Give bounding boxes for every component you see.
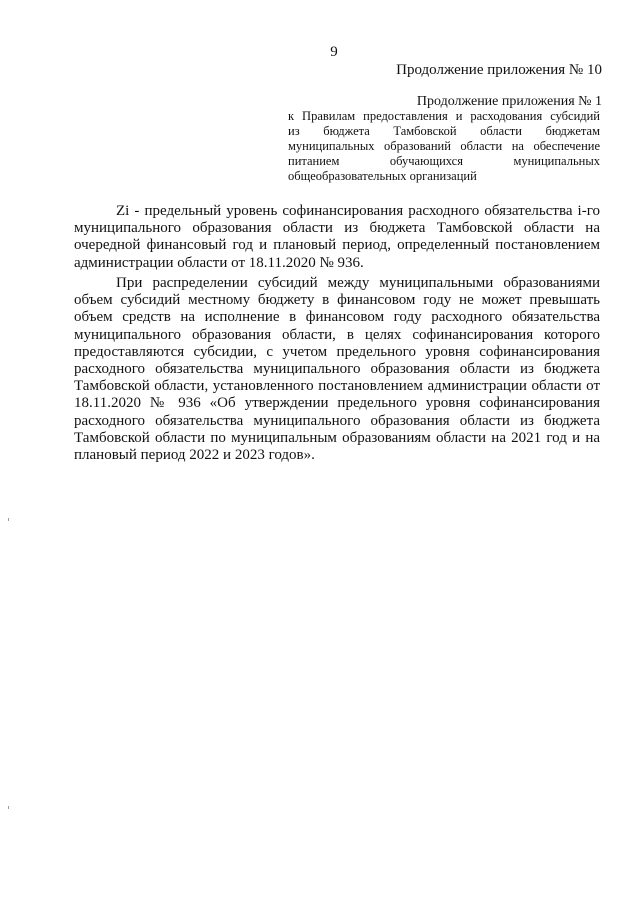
- appendix-1-continuation-heading: Продолжение приложения № 1: [416, 94, 602, 109]
- paragraph-cofinancing-level: Zi - предельный уровень софинансирования расходного обязательства i-го муниципального образования области из бюджета Тамбовской области на очередной финансовый год и плановый период, определенный постановлением администрации области от 18.11.2020 № 936.: [74, 203, 600, 271]
- scan-mark: [8, 806, 9, 809]
- appendix-10-continuation-heading: Продолжение приложения № 10: [396, 62, 602, 78]
- reference-line: муниципальных образований области на обеспечение: [288, 139, 600, 153]
- page-number: 9: [330, 44, 338, 60]
- scan-mark: [8, 518, 9, 521]
- reference-line: питанием обучающихся муниципальных: [288, 154, 600, 168]
- reference-line: из бюджета Тамбовской области бюджетам: [288, 124, 600, 138]
- reference-line: к Правилам предоставления и расходования субсидий: [288, 109, 600, 123]
- rules-reference-block: [288, 109, 600, 184]
- reference-line: общеобразовательных организаций: [288, 169, 477, 183]
- paragraph-subsidy-distribution: При распределении субсидий между муниципальными образованиями объем субсидий местному бюджету в финансовом году не может превышать объем средств на исполнение в финансовом году расходного обязательства муниципального образования области, в целях софинансирования которого предоставляются субсидии, с учетом предельного уровня софинансирования расходного обязательства муниципального образования области из бюджета Тамбовской области, установленного постановлением администрации области от 18.11.2020 № 936 «Об утверждении предельного уровня софинансирования расходного обязательства муниципального образования области из бюджета Тамбовской области по муниципальным образованиям области на 2021 год и на плановый период 2022 и 2023 годов».: [74, 275, 600, 464]
